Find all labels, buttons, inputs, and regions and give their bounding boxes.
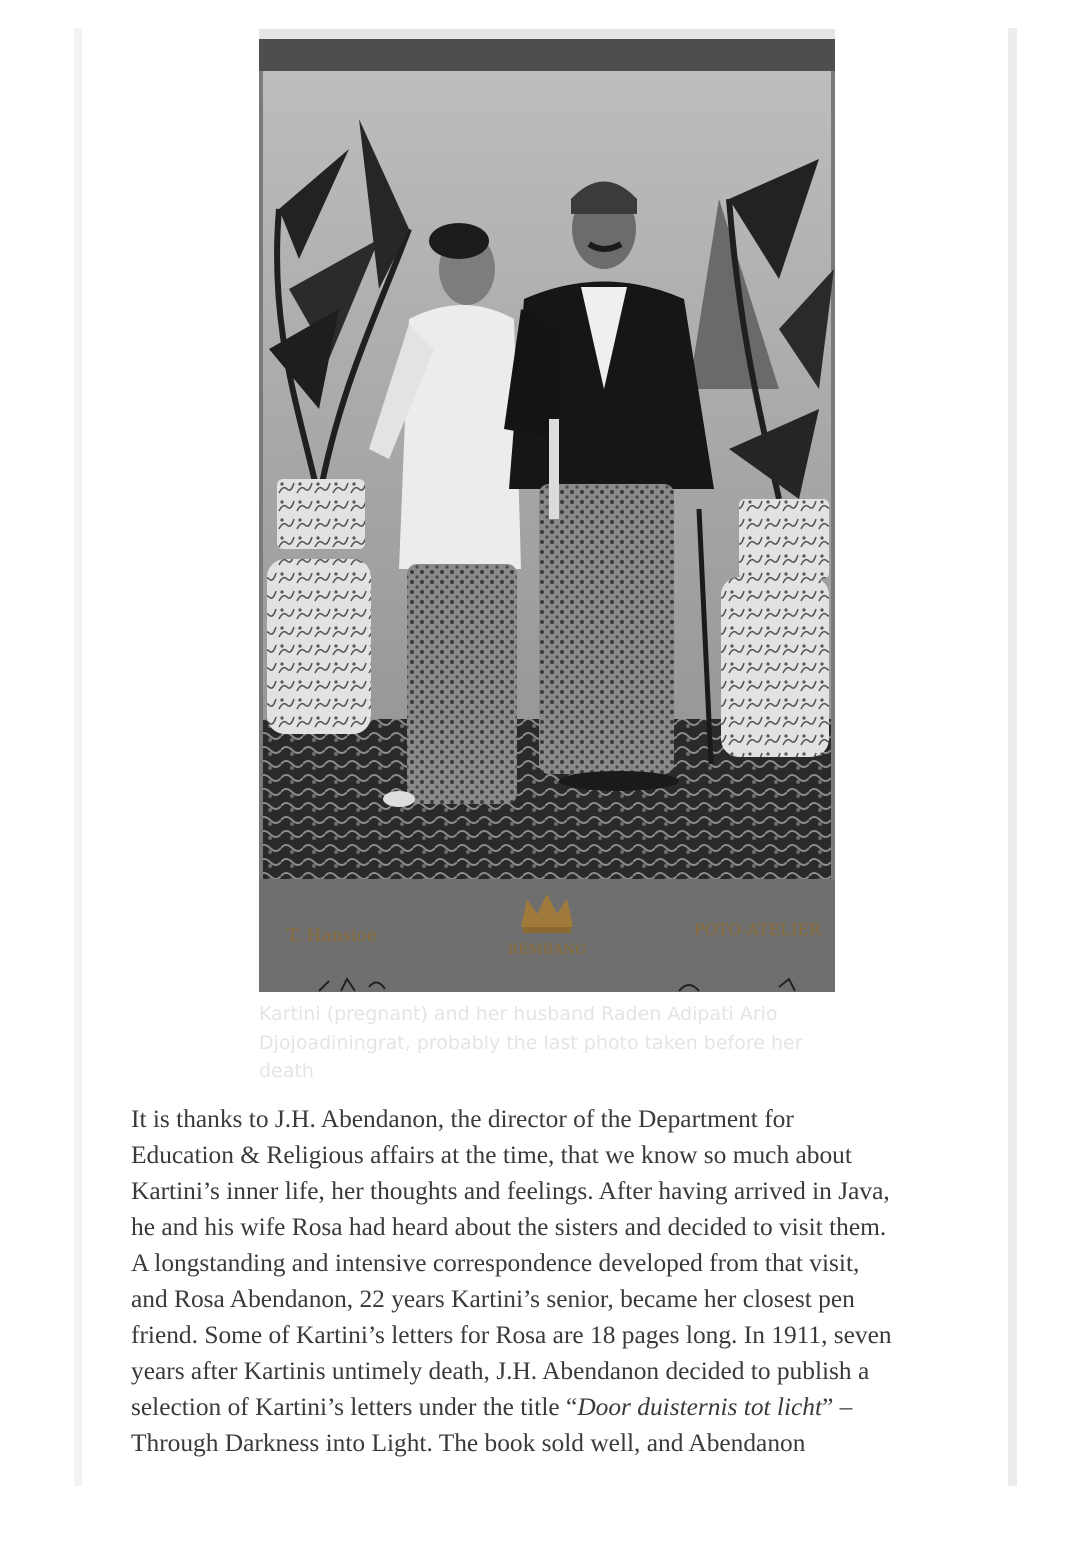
article-line: and Rosa Abendanon, 22 years Kartini’s senior, became her closest pen: [131, 1285, 855, 1313]
mount-town-name: REMBANG: [507, 942, 587, 958]
left-porcelain-stool: [267, 559, 371, 734]
article-line: friend. Some of Kartini’s letters for Rosa are 18 pages long. In 1911, seven: [131, 1321, 892, 1349]
article-line: Through Darkness into Light. The book sold well, and Abendanon: [131, 1429, 806, 1457]
right-porcelain-stool: [721, 577, 829, 757]
photo-caption: Kartini (pregnant) and her husband Raden Adipati Ario Djojoadiningrat, probably the last photo taken before her death: [259, 1003, 803, 1082]
article-line: [131, 1389, 976, 1425]
mount-studio-label: POTO-ATELIER: [693, 920, 821, 939]
article-line: It is thanks to J.H. Abendanon, the director of the Department for: [131, 1105, 794, 1133]
page-left-border: [74, 28, 82, 1486]
article-line: A longstanding and intensive correspondence developed from that visit,: [131, 1249, 860, 1277]
mount-photographer-name: T. Hansioe: [287, 926, 378, 946]
article-line: Education & Religious affairs at the time, that we know so much about: [131, 1141, 852, 1169]
page-right-border: [1008, 28, 1017, 1486]
line-text: ” –: [822, 1393, 853, 1421]
article-body: [131, 1101, 976, 1461]
article-line: Kartini’s inner life, her thoughts and feelings. After having arrived in Java,: [131, 1177, 890, 1205]
article-paragraph: [131, 1101, 976, 1461]
book-title: Door duisternis tot licht: [577, 1393, 823, 1421]
article-line: years after Kartinis untimely death, J.H. Abendanon decided to publish a: [131, 1357, 870, 1385]
line-text: selection of Kartini’s letters under the title “: [131, 1393, 578, 1421]
historical-photo: [259, 29, 835, 992]
article-line: he and his wife Rosa had heard about the sisters and decided to visit them.: [131, 1213, 887, 1241]
